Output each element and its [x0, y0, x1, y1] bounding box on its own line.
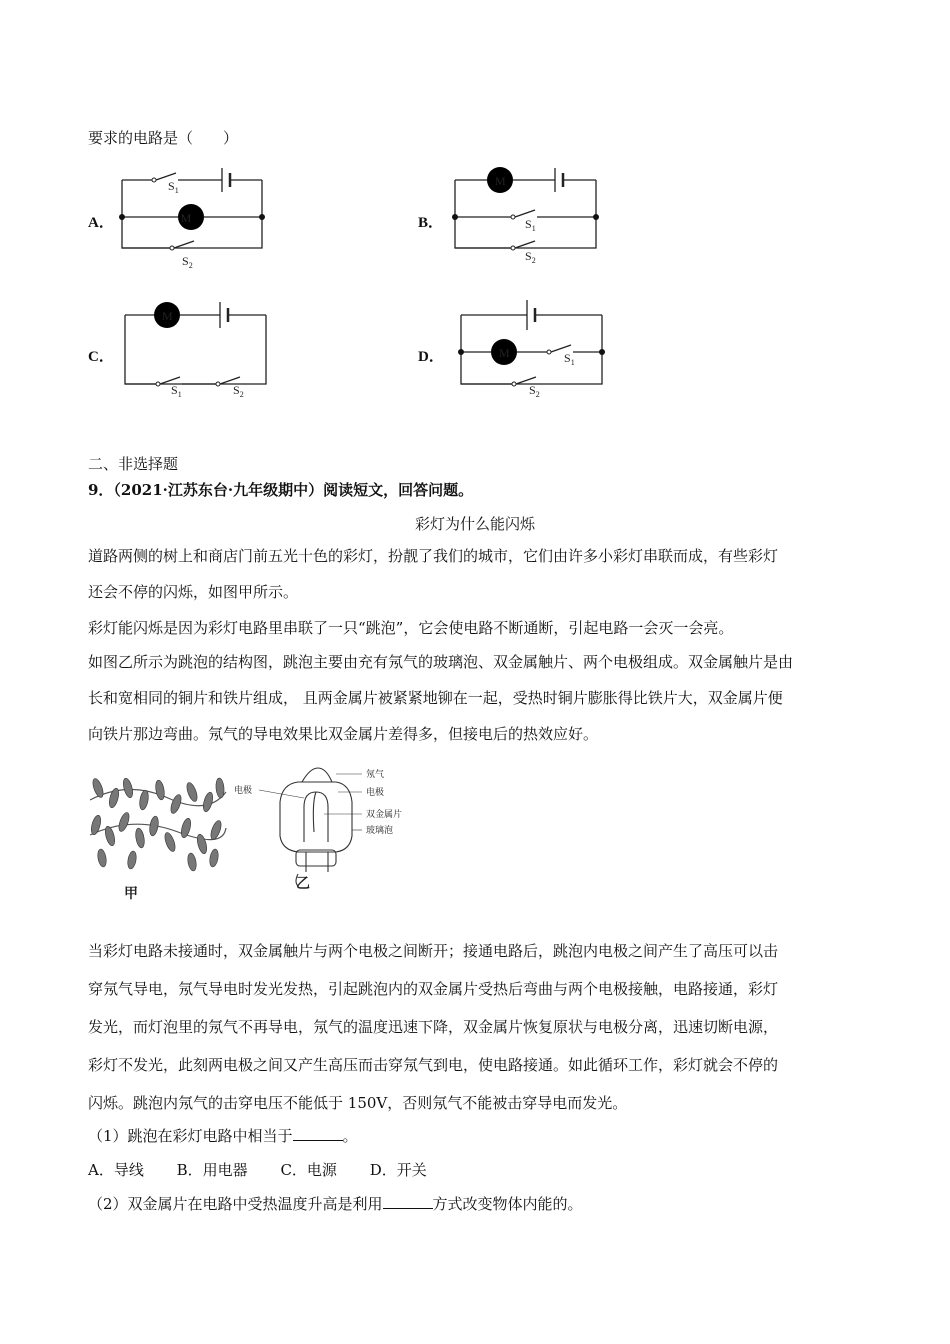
option-a-label[interactable]: A．	[88, 215, 114, 231]
motor-label: M	[499, 346, 510, 360]
label-electrode-left: 电极	[234, 786, 253, 796]
article-title: 彩灯为什么能闪烁	[414, 515, 535, 533]
sub-question-2: （2）双金属片在电路中受热温度升高是利用 方式改变物体内能的。	[88, 1195, 583, 1213]
paragraph-line: 还会不停的闪烁，如图甲所示。	[88, 583, 299, 601]
svg-text:S1: $S_1$	[564, 351, 575, 367]
paragraph-line: 彩灯不发光，此刻两电极之间又产生高压而击穿氖气到电，使电路接通。如此循环工作，彩灯就会不停的	[88, 1056, 779, 1074]
sub-q1-option-d[interactable]: D．开关	[369, 1161, 427, 1179]
svg-text:S1: $S_1$	[171, 383, 182, 399]
motor-label: M	[180, 211, 192, 225]
label-glass: 玻璃泡	[366, 826, 394, 836]
sub-question-1-options	[88, 1159, 455, 1180]
paragraph-line: 向铁片那边弯曲。氖气的导电效果比双金属片差得多，但接电后的热效应好。	[88, 725, 599, 743]
sub-question-1: （1）跳泡在彩灯电路中相当于 。	[88, 1127, 358, 1145]
sub-q1-option-a[interactable]: A．导线	[88, 1161, 144, 1179]
figure-jia-label: 甲	[124, 886, 138, 902]
q9-header: 9．（2021·江苏东台·九年级期中）阅读短文，回答问题。	[88, 481, 474, 499]
motor-label: M	[495, 174, 506, 188]
question-tail: 要求的电路是（ ）	[88, 129, 239, 147]
svg-text:S1: $S_1$	[525, 217, 536, 233]
label-bimetal: 双金属片	[366, 810, 403, 820]
svg-text:S1: $S_1$	[168, 179, 179, 195]
answer-blank-2[interactable]	[383, 1196, 433, 1209]
svg-text:S2: $S_2$	[233, 383, 244, 399]
sub-q1-option-b[interactable]: B．用电器	[176, 1161, 248, 1179]
paragraph-line: 长和宽相同的铜片和铁片组成， 且两金属片被紧紧地铆在一起，受热时铜片膨胀得比铁片大，双金属片便	[88, 689, 783, 707]
label-electrode-right: 电极	[366, 788, 385, 798]
paragraph-line: 闪烁。跳泡内氖气的击穿电压不能低于 150V，否则氖气不能被击穿导电而发光。	[88, 1094, 628, 1112]
circuit-b	[443, 160, 613, 275]
svg-text:S2: $S_2$	[182, 254, 193, 270]
paragraph-line: 彩灯能闪烁是因为彩灯电路里串联了一只“跳泡”，它会使电路不断通断，引起电路一会灭一会亮。	[88, 619, 734, 637]
figure-yi	[232, 762, 432, 892]
paragraph-line: 穿氖气导电，氖气导电时发光发热，引起跳泡内的双金属片受热后弯曲与两个电极接触，电路接通，彩灯	[88, 980, 779, 998]
circuit-c	[113, 290, 283, 405]
svg-text:S2: $S_2$	[529, 383, 540, 399]
paragraph-line: 如图乙所示为跳泡的结构图，跳泡主要由充有氖气的玻璃泡、双金属触片、两个电极组成。双金属触片是由	[88, 653, 794, 671]
sub-q1-option-c[interactable]: C．电源	[280, 1161, 337, 1179]
option-b-label[interactable]: B．	[418, 215, 444, 231]
paragraph-line: 发光，而灯泡里的氖气不再导电，氖气的温度迅速下降，双金属片恢复原状与电极分离，迅速切断电源，	[88, 1018, 779, 1036]
circuit-d	[449, 290, 619, 405]
figure-yi-label: 乙	[296, 876, 310, 892]
section-title: 二、非选择题	[88, 455, 179, 473]
option-c-label[interactable]: C．	[88, 349, 114, 365]
label-neon: 氖气	[366, 770, 385, 780]
option-d-label[interactable]: D．	[418, 349, 444, 365]
circuit-a	[110, 160, 280, 275]
svg-text:S2: $S_2$	[525, 249, 536, 265]
figure-jia	[88, 770, 228, 905]
paragraph-line: 道路两侧的树上和商店门前五光十色的彩灯，扮靓了我们的城市，它们由许多小彩灯串联而成，有些彩灯	[88, 547, 779, 565]
answer-blank-1[interactable]	[293, 1128, 343, 1141]
paragraph-line: 当彩灯电路未接通时，双金属触片与两个电极之间断开；接通电路后，跳泡内电极之间产生了高压可以击	[88, 942, 779, 960]
motor-label: M	[162, 309, 173, 323]
